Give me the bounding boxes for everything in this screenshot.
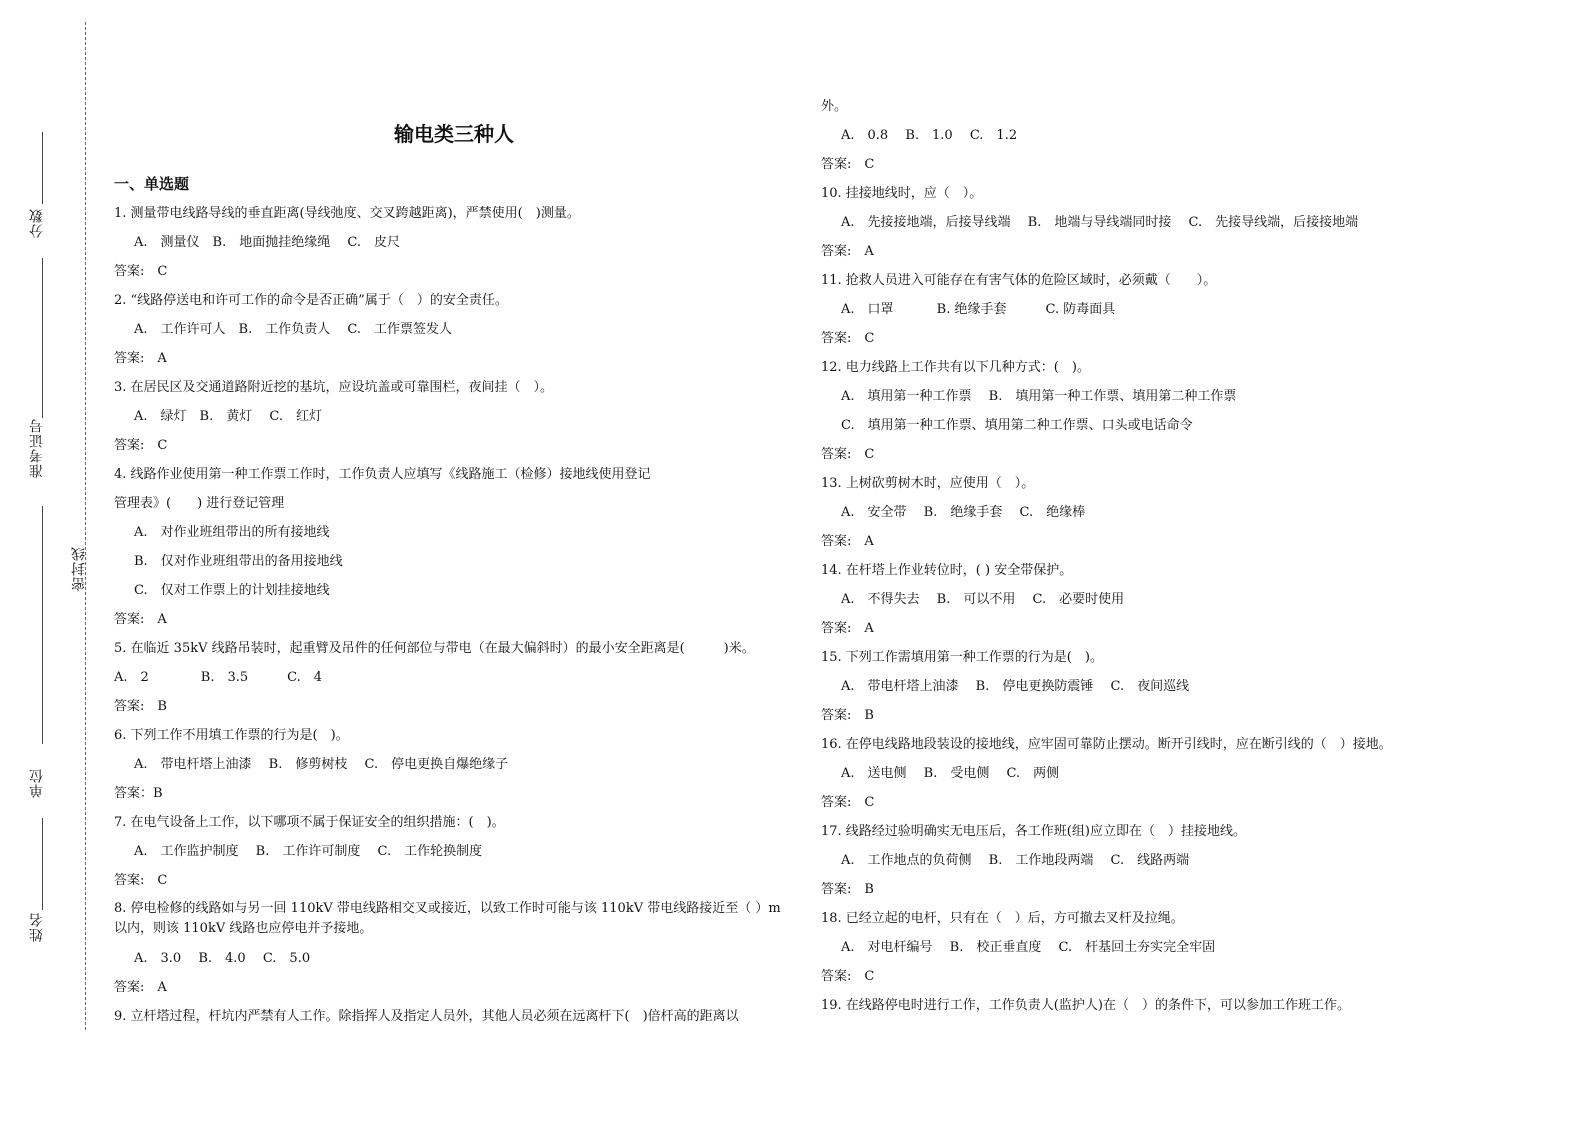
left-line: 答案：B (114, 786, 163, 801)
left-line: 答案: A (114, 351, 167, 366)
right-line: A. 填用第一种工作票 B. 填用第一种工作票、填用第二种工作票 (841, 389, 1237, 404)
left-line: C. 仅对工作票上的计划挂接地线 (134, 583, 330, 598)
left-line: A. 对作业班组带出的所有接地线 (134, 525, 330, 540)
right-line: A. 口罩 B. 绝缘手套 C. 防毒面具 (841, 302, 1116, 317)
left-line: 答案: C (114, 438, 168, 453)
seal-line-label: 密封线 (71, 546, 87, 591)
right-column (821, 92, 1521, 1020)
unit-label: 单位 (29, 768, 45, 798)
right-line: 答案: A (821, 244, 874, 259)
right-line: 14. 在杆塔上作业转位时，( ) 安全带保护。 (821, 563, 1073, 578)
left-line: A. 测量仪 B. 地面抛挂绝缘绳 C. 皮尺 (134, 235, 400, 250)
right-line: A. 带电杆塔上油漆 B. 停电更换防震锤 C. 夜间巡线 (841, 679, 1190, 694)
right-line: 17. 线路经过验明确实无电压后，各工作班(组)应立即在（ ）挂接地线。 (821, 824, 1246, 839)
exam-id-line (42, 506, 43, 744)
name-label: 姓名 (29, 912, 45, 942)
right-line: 答案: B (821, 708, 874, 723)
unit-line (42, 818, 43, 910)
right-line: A. 不得失去 B. 可以不用 C. 必要时使用 (841, 592, 1125, 607)
exam-id-label: 准考证号 (29, 418, 45, 478)
right-line: 13. 上树砍剪树木时，应使用（ ）。 (821, 476, 1035, 491)
right-line: 答案: A (821, 621, 874, 636)
left-line: A. 绿灯 B. 黄灯 C. 红灯 (134, 409, 322, 424)
right-line: 16. 在停电线路地段装设的接地线，应牢固可靠防止摆动。断开引线时，应在断引线的（ ）接地。 (821, 737, 1392, 752)
left-line: 答案: C (114, 264, 168, 279)
score-label: 分数 (29, 208, 45, 238)
right-line: 答案: C (821, 795, 875, 810)
right-line: 答案: B (821, 882, 874, 897)
right-line: 12. 电力线路上工作共有以下几种方式：( )。 (821, 360, 1090, 375)
left-line: A. 工作许可人 B. 工作负责人 C. 工作票签发人 (134, 322, 452, 337)
binding-dashed-line (85, 22, 86, 1030)
right-line: A. 0.8 B. 1.0 C. 1.2 (841, 128, 1018, 143)
right-line: A. 送电侧 B. 受电侧 C. 两侧 (841, 766, 1060, 781)
left-line: 4. 线路作业使用第一种工作票工作时，工作负责人应填写《线路施工（检修）接地线使用登记 (114, 467, 651, 482)
right-line: 11. 抢救人员进入可能存在有害气体的危险区域时，必须戴（ ）。 (821, 273, 1217, 288)
right-line: 19. 在线路停电时进行工作，工作负责人(监护人)在（ ）的条件下，可以参加工作班工作。 (821, 998, 1350, 1013)
right-line: 答案: C (821, 331, 875, 346)
left-line: B. 仅对作业班组带出的备用接地线 (134, 554, 343, 569)
left-line: 答案: C (114, 873, 168, 888)
right-line: A. 先接接地端，后接导线端 B. 地端与导线端同时接 C. 先接导线端，后接接地端 (841, 215, 1359, 230)
left-line: 8. 停电检修的线路如与另一回 110kV 带电线路相交叉或接近，以致工作时可能与该 110kV 带电线路接近至（ ）m 以内，则该 110kV 线路也应停电并予接地。 (114, 901, 781, 936)
left-line: 1. 测量带电线路导线的垂直距离(导线弛度、交叉跨越距离)，严禁使用( )测量。 (114, 206, 580, 221)
left-line: 7. 在电气设备上工作，以下哪项不属于保证安全的组织措施：( )。 (114, 815, 505, 830)
left-line: 2. “线路停送电和许可工作的命令是否正确”属于（ ）的安全责任。 (114, 293, 508, 308)
right-line: 18. 已经立起的电杆，只有在（ ）后，方可撤去叉杆及拉绳。 (821, 911, 1184, 926)
left-line: 答案: A (114, 980, 167, 995)
left-line: 9. 立杆塔过程，杆坑内严禁有人工作。除指挥人及指定人员外，其他人员必须在远离杆下( )倍杆高的距离以 (114, 1009, 739, 1024)
right-line: 外。 (821, 99, 848, 114)
exam-id-line-top (42, 258, 43, 418)
left-line: 管理表》( ) 进行登记管理 (114, 496, 285, 511)
right-line: 15. 下列工作需填用第一种工作票的行为是( )。 (821, 650, 1103, 665)
right-line: A. 工作地点的负荷侧 B. 工作地段两端 C. 线路两端 (841, 853, 1190, 868)
left-column (114, 170, 789, 1031)
right-line: 答案: A (821, 534, 874, 549)
right-line: 10. 挂接地线时，应（ ）。 (821, 186, 983, 201)
right-line: 答案: C (821, 157, 875, 172)
left-line: 5. 在临近 35kV 线路吊装时，起重臂及吊件的任何部位与带电（在最大偏斜时）的最小安全距离是( )米。 (114, 641, 755, 656)
left-line: A. 带电杆塔上油漆 B. 修剪树枝 C. 停电更换自爆绝缘子 (134, 757, 509, 772)
left-line: 6. 下列工作不用填工作票的行为是( )。 (114, 728, 349, 743)
left-line: 答案: B (114, 699, 167, 714)
page-title: 输电类三种人 (394, 122, 514, 146)
left-line: 答案: A (114, 612, 167, 627)
right-line: 答案: C (821, 447, 875, 462)
right-line: 答案: C (821, 969, 875, 984)
section-title: 一、单选题 (114, 175, 190, 193)
left-line: A. 2 B. 3.5 C. 4 (114, 670, 323, 685)
right-line: A. 安全带 B. 绝缘手套 C. 绝缘棒 (841, 505, 1086, 520)
right-line: A. 对电杆编号 B. 校正垂直度 C. 杆基回土夯实完全牢固 (841, 940, 1216, 955)
left-line: A. 3.0 B. 4.0 C. 5.0 (134, 951, 311, 966)
right-line: C. 填用第一种工作票、填用第二种工作票、口头或电话命令 (841, 418, 1193, 433)
left-line: A. 工作监护制度 B. 工作许可制度 C. 工作轮换制度 (134, 844, 483, 859)
left-line: 3. 在居民区及交通道路附近挖的基坑，应设坑盖或可靠围栏，夜间挂（ ）。 (114, 380, 554, 395)
